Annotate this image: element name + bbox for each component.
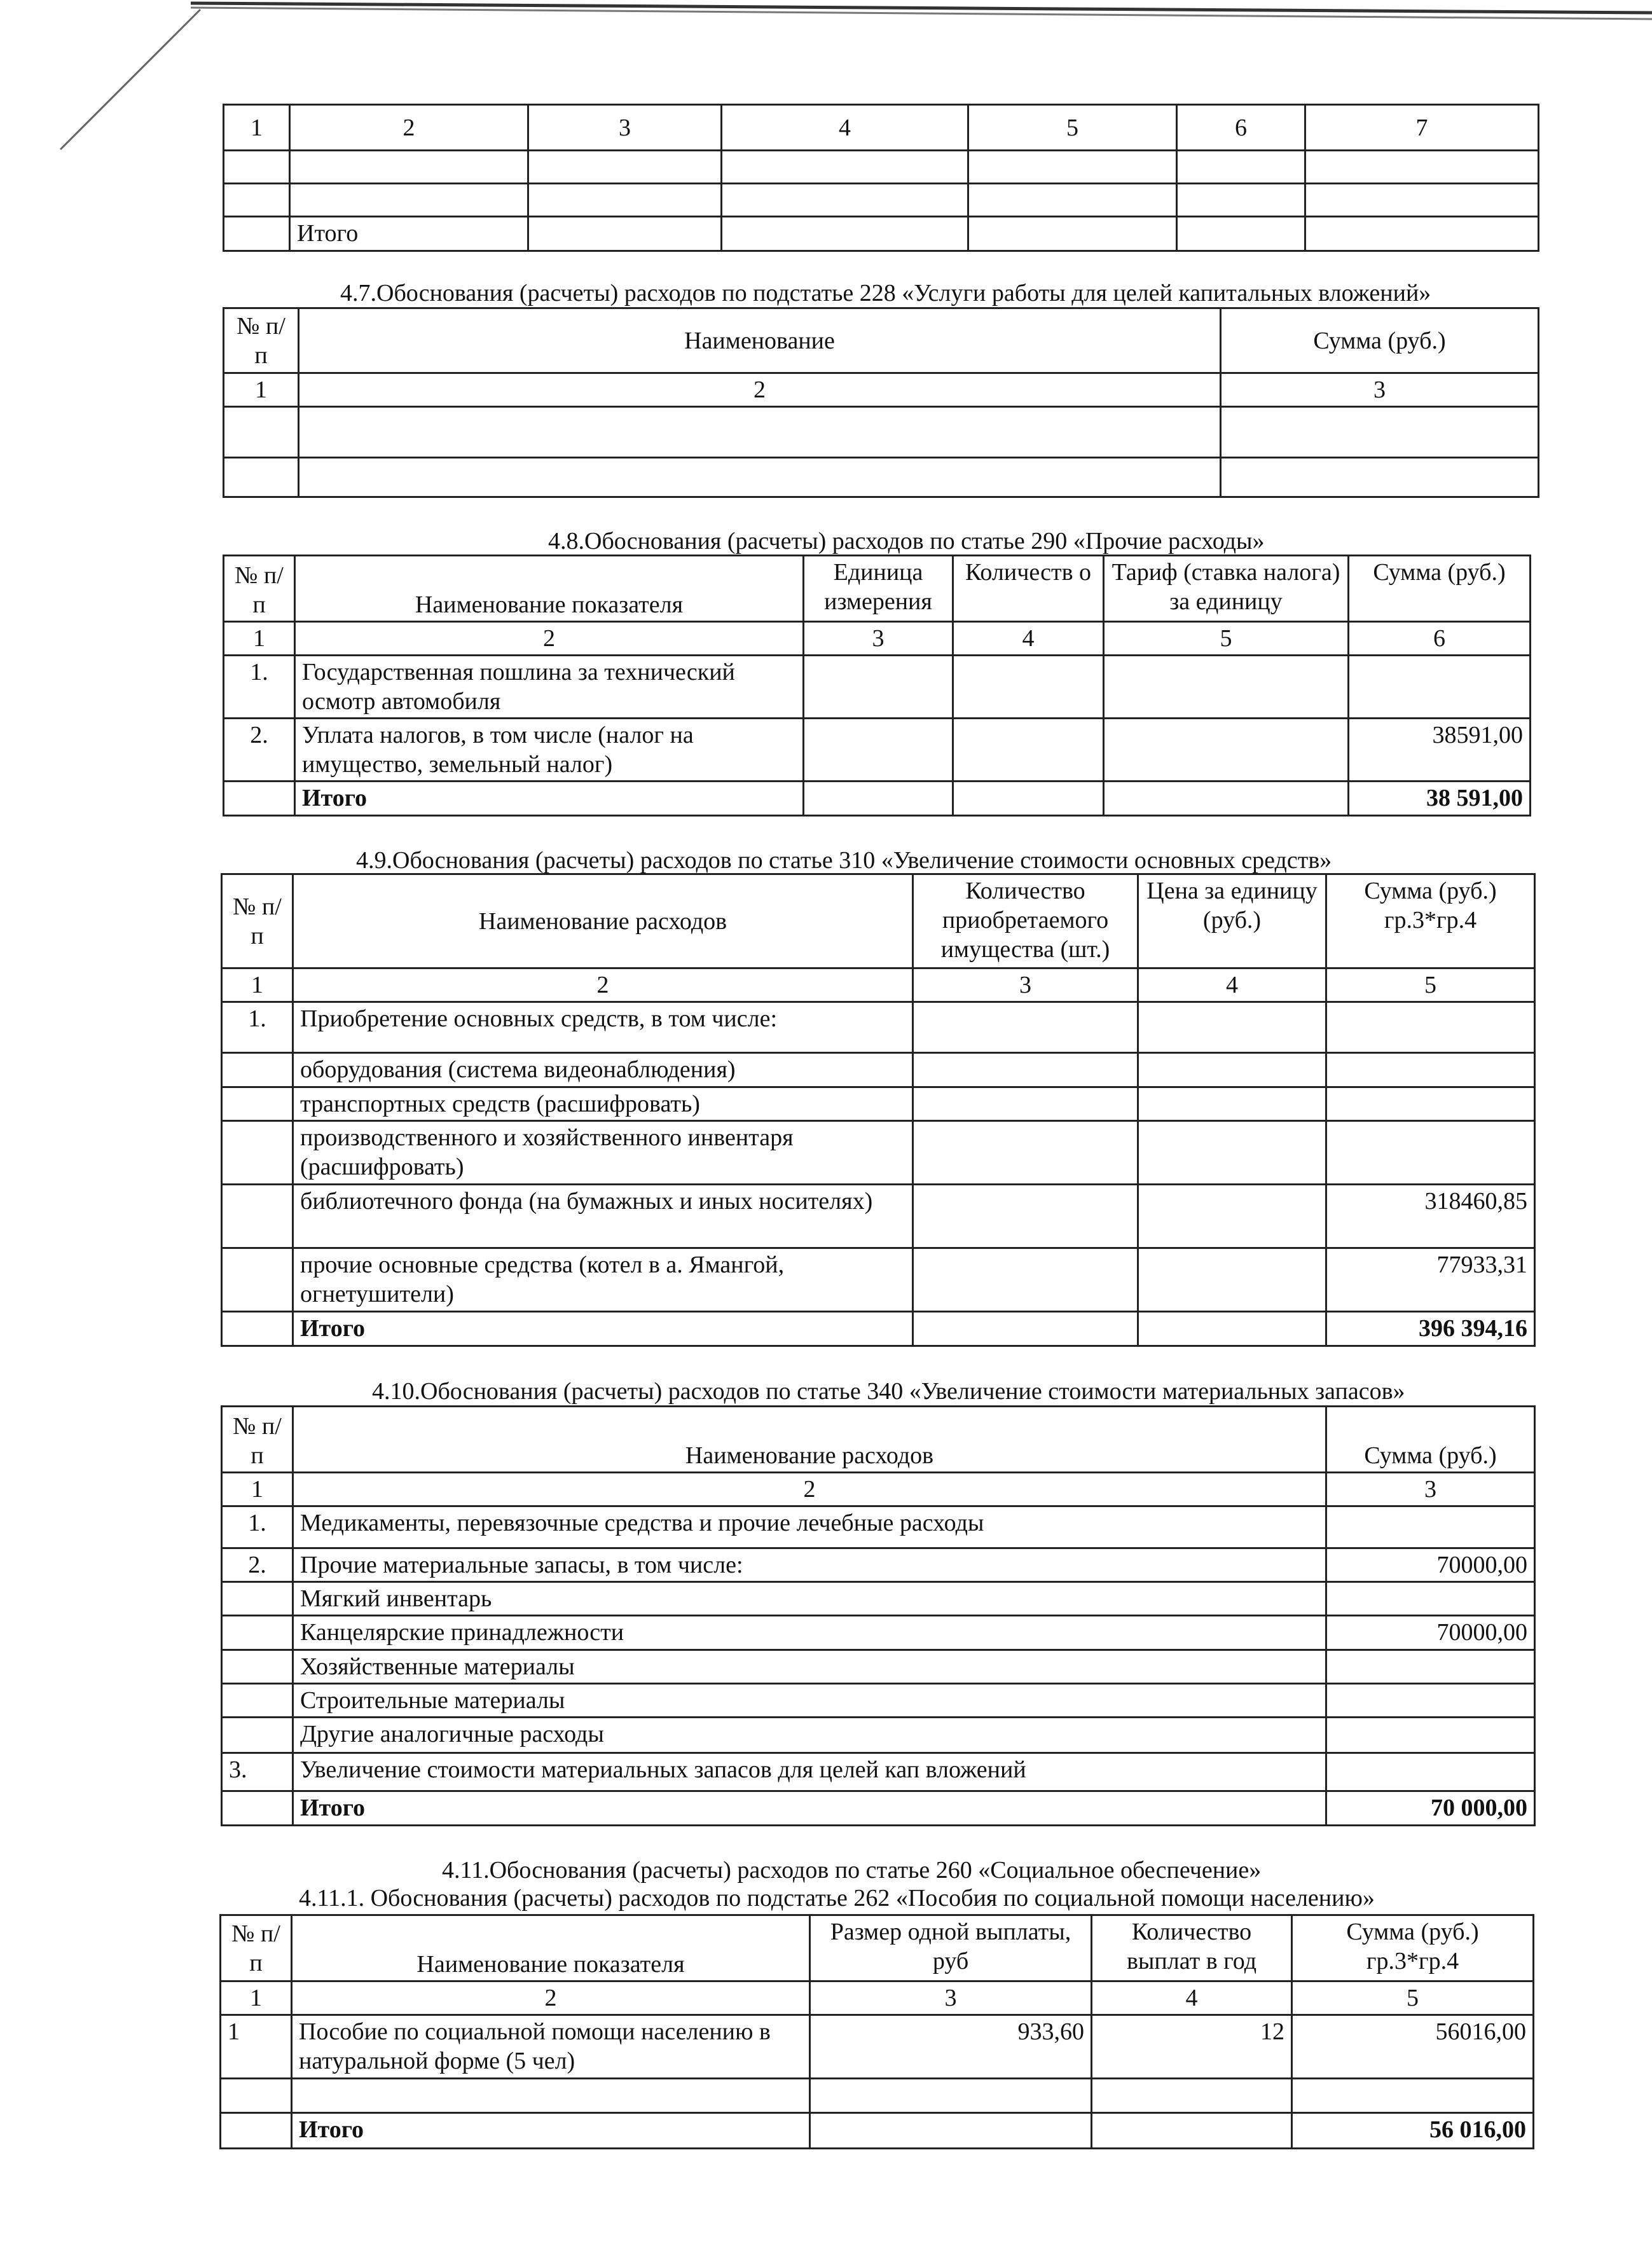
row-sum [1326,1087,1535,1121]
total-label: Итого [293,1312,913,1346]
table-row [224,656,1531,719]
col-num-2: 2 [292,1981,810,2015]
row-sum [1349,656,1531,719]
row-name: Государственная пошлина за технический осмотр автомобиля [295,656,804,719]
row-number: 1. [224,656,295,719]
table-4-11-1 [219,1914,1534,2149]
row-sum [1326,1650,1535,1684]
col-num-4: 4 [1138,968,1326,1002]
col-num-4: 4 [722,105,968,151]
table-number-row [224,373,1539,407]
table-number-row [221,1981,1534,2015]
section-title-4-11: 4.11.Обоснования (расчеты) расходов по статье 260 «Социальное обеспечение» [442,1857,1262,1884]
total-label: Итого [295,782,804,816]
header-count: Количество выплат в год [1092,1915,1292,1981]
row-number [222,1616,293,1650]
header-sum: Сумма (руб.) гр.3*гр.4 [1326,874,1535,968]
table-number-row [224,105,1539,151]
table-row [222,1616,1535,1650]
table-row [222,1121,1535,1185]
row-number: 2. [224,719,295,782]
table-total-row [224,217,1539,251]
row-sum [1326,1684,1535,1718]
total-label: Итого [292,2113,810,2149]
row-name: Другие аналогичные расходы [293,1718,1326,1753]
header-name: Наименование показателя [295,556,804,622]
row-name: оборудования (система видеонаблюдения) [293,1053,913,1087]
col-num-3: 3 [1326,1473,1535,1506]
total-label: Итого [293,1791,1326,1826]
row-sum: 77933,31 [1326,1248,1535,1312]
row-number: 1 [221,2015,292,2079]
table-number-row [222,968,1535,1002]
col-num-5: 5 [1292,1981,1534,2015]
table-4-10 [221,1405,1536,1826]
table-row [222,1548,1535,1582]
row-name: Приобретение основных средств, в том числе: [293,1002,913,1053]
row-sum: 56016,00 [1292,2015,1534,2079]
row-sum [1326,1753,1535,1791]
col-num-4: 4 [953,622,1104,656]
col-num-5: 5 [968,105,1177,151]
col-num-3: 3 [810,1981,1092,2015]
row-name: библиотечного фонда (на бумажных и иных носителях) [293,1185,913,1248]
row-name: Мягкий инвентарь [293,1582,1326,1616]
row-number [222,1718,293,1753]
row-payment: 933,60 [810,2015,1092,2079]
row-sum [1326,1506,1535,1548]
table-row [224,719,1531,782]
table-row [222,1002,1535,1053]
table-row [222,1087,1535,1121]
row-number: 1. [222,1506,293,1548]
header-num: № п/п [224,556,295,622]
row-name: производственного и хозяйственного инвентаря (расшифровать) [293,1121,913,1185]
header-price: Цена за единицу (руб.) [1138,874,1326,968]
row-sum: 318460,85 [1326,1185,1535,1248]
table-number-row [222,1473,1535,1506]
table-row [222,1248,1535,1312]
total-sum: 56 016,00 [1292,2113,1534,2149]
row-name: транспортных средств (расшифровать) [293,1087,913,1121]
table-total-row [224,782,1531,816]
row-sum: 70000,00 [1326,1616,1535,1650]
col-num-6: 6 [1177,105,1305,151]
total-sum: 70 000,00 [1326,1791,1535,1826]
col-num-1: 1 [222,1473,293,1506]
row-name: прочие основные средства (котел в а. Ямангой, огнетушители) [293,1248,913,1312]
table-row [221,2015,1534,2079]
col-num-2: 2 [293,968,913,1002]
header-quantity: Количеств о [953,556,1104,622]
col-num-2: 2 [290,105,528,151]
header-name: Наименование расходов [293,1407,1326,1473]
header-sum: Сумма (руб.) [1221,308,1539,373]
table-continuation [223,104,1539,252]
row-sum [1326,1053,1535,1087]
table-header-row [224,556,1531,622]
col-num-1: 1 [222,968,293,1002]
table-row [222,1684,1535,1718]
row-number [222,1053,293,1087]
table-row [222,1185,1535,1248]
table-row [222,1753,1535,1791]
row-number [222,1185,293,1248]
section-title-4-9: 4.9.Обоснования (расчеты) расходов по статье 310 «Увеличение стоимости основных средств» [356,847,1332,874]
header-quantity: Количество приобретаемого имущества (шт.) [913,874,1138,968]
col-num-2: 2 [293,1473,1326,1506]
header-num: № п/п [222,874,293,968]
header-name: Наименование показателя [292,1915,810,1981]
row-number [222,1684,293,1718]
table-4-7 [223,307,1539,498]
header-num: № п/п [224,308,299,373]
row-number: 1. [222,1002,293,1053]
row-number [222,1582,293,1616]
row-name: Увеличение стоимости материальных запасов для целей кап вложений [293,1753,1326,1791]
header-num: № п/п [221,1915,292,1981]
row-name: Уплата налогов, в том числе (налог на имущество, земельный налог) [295,719,804,782]
table-header-row [224,308,1539,373]
row-count: 12 [1092,2015,1292,2079]
table-row [224,184,1539,217]
total-sum: 396 394,16 [1326,1312,1535,1346]
table-row [224,407,1539,458]
table-row [224,458,1539,497]
col-num-5: 5 [1104,622,1349,656]
scan-page-edge [191,0,1652,57]
row-sum: 38591,00 [1349,719,1531,782]
row-number: 3. [222,1753,293,1791]
col-num-3: 3 [913,968,1138,1002]
row-sum [1326,1002,1535,1053]
scan-edge-lines [191,0,1652,57]
total-label: Итого [290,217,528,251]
total-sum: 38 591,00 [1349,782,1531,816]
col-num-3: 3 [528,105,722,151]
header-sum: Сумма (руб.) [1349,556,1531,622]
row-number [222,1121,293,1185]
col-num-4: 4 [1092,1981,1292,2015]
header-sum: Сумма (руб.) гр.3*гр.4 [1292,1915,1534,1981]
col-num-1: 1 [224,373,299,407]
col-num-1: 1 [224,105,290,151]
header-tariff: Тариф (ставка налога) за единицу [1104,556,1349,622]
scan-corner-fold [57,6,203,153]
row-name: Канцелярские принадлежности [293,1616,1326,1650]
table-4-9 [221,873,1536,1347]
section-subtitle-4-11-1: 4.11.1. Обоснования (расчеты) расходов по подстатье 262 «Пособия по социальной помощи населению» [299,1885,1375,1912]
col-num-1: 1 [224,622,295,656]
row-name: Строительные материалы [293,1684,1326,1718]
col-num-2: 2 [295,622,804,656]
row-sum [1326,1582,1535,1616]
header-num: № п/п [222,1407,293,1473]
header-payment: Размер одной выплаты, руб [810,1915,1092,1981]
row-number [222,1248,293,1312]
col-num-5: 5 [1326,968,1535,1002]
row-name: Медикаменты, перевязочные средства и прочие лечебные расходы [293,1506,1326,1548]
section-title-4-10: 4.10.Обоснования (расчеты) расходов по статье 340 «Увеличение стоимости материальных запасов» [372,1378,1405,1405]
header-unit: Единица измерения [804,556,953,622]
header-name: Наименование расходов [293,874,913,968]
row-name: Хозяйственные материалы [293,1650,1326,1684]
col-num-2: 2 [299,373,1221,407]
table-header-row [222,1407,1535,1473]
row-number [222,1650,293,1684]
table-header-row [221,1915,1534,1981]
table-total-row [222,1312,1535,1346]
row-name: Прочие материальные запасы, в том числе: [293,1548,1326,1582]
table-total-row [221,2113,1534,2149]
row-number [222,1087,293,1121]
col-num-1: 1 [221,1981,292,2015]
table-row [224,151,1539,184]
row-name: Пособие по социальной помощи населению в натуральной форме (5 чел) [292,2015,810,2079]
row-number: 2. [222,1548,293,1582]
table-row [222,1582,1535,1616]
col-num-3: 3 [804,622,953,656]
table-row [222,1650,1535,1684]
col-num-3: 3 [1221,373,1539,407]
section-title-4-7: 4.7.Обоснования (расчеты) расходов по подстатье 228 «Услуги работы для целей капитальных вложений» [340,280,1431,307]
table-row [222,1506,1535,1548]
row-sum [1326,1121,1535,1185]
table-row [221,2079,1534,2113]
table-4-8 [223,555,1531,816]
col-num-7: 7 [1305,105,1539,151]
section-title-4-8: 4.8.Обоснования (расчеты) расходов по статье 290 «Прочие расходы» [548,528,1265,555]
table-row [222,1053,1535,1087]
table-number-row [224,622,1531,656]
row-sum: 70000,00 [1326,1548,1535,1582]
table-row [222,1718,1535,1753]
table-total-row [222,1791,1535,1826]
header-name: Наименование [299,308,1221,373]
col-num-6: 6 [1349,622,1531,656]
header-sum: Сумма (руб.) [1326,1407,1535,1473]
row-sum [1326,1718,1535,1753]
table-header-row [222,874,1535,968]
